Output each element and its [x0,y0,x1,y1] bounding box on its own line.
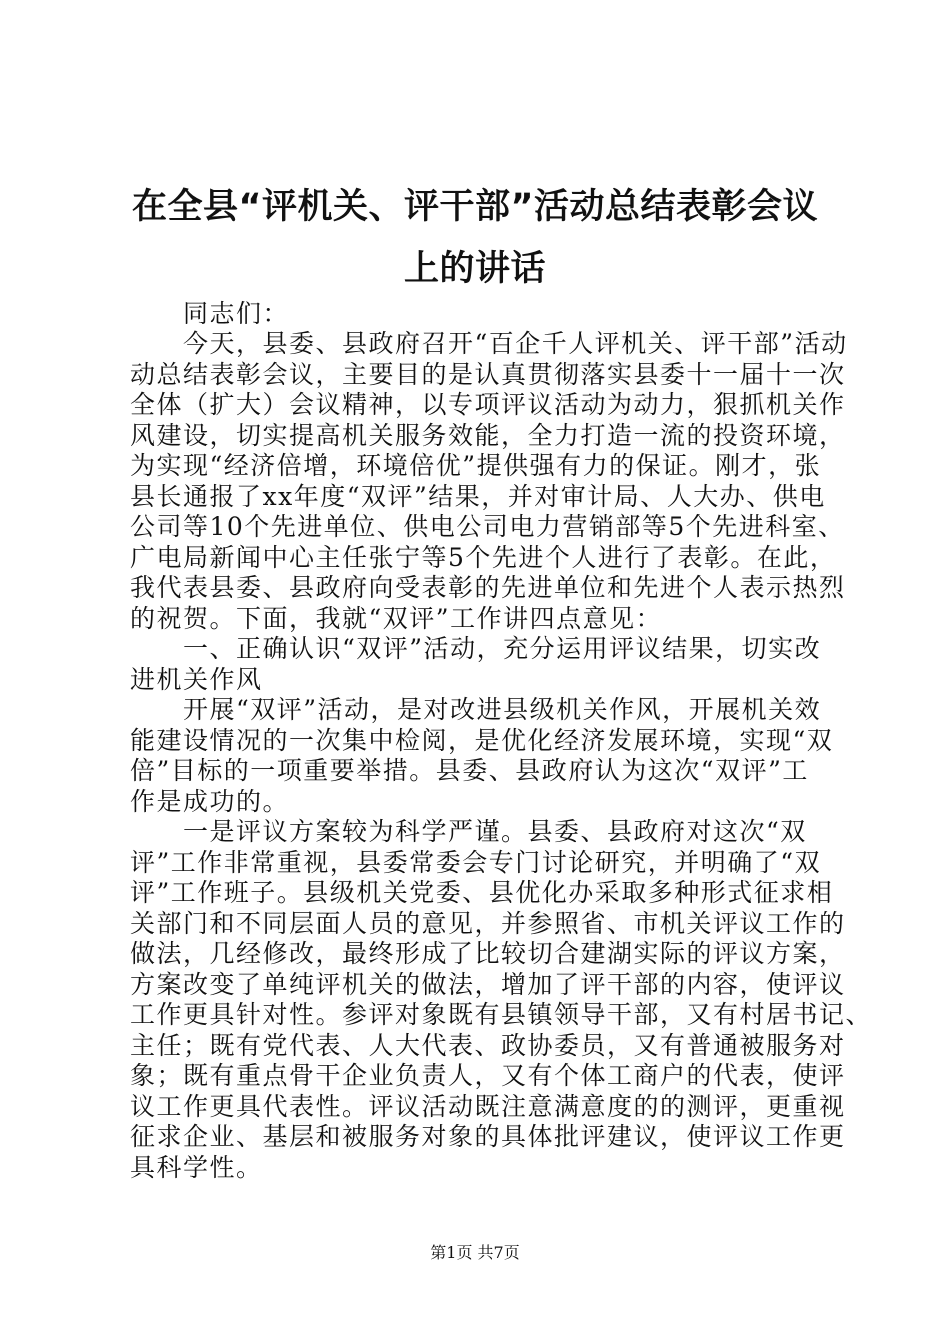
text-line: 具科学性。 [130,1153,263,1182]
text-line: 同志们： [130,299,290,328]
text-line: 动总结表彰会议，主要目的是认真贯彻落实县委十一届十一次 [130,360,846,389]
title-line-1: 在全县“评机关、评干部”活动总结表彰会议 [131,187,818,227]
text-line: 评”工作非常重视，县委常委会专门讨论研究，并明确了“双 [130,848,822,877]
text-line: 一是评议方案较为科学严谨。县委、县政府对这次“双 [130,817,807,846]
text-line: 能建设情况的一次集中检阅，是优化经济发展环境，实现“双 [130,726,834,755]
title-line-2: 上的讲话 [403,249,546,289]
text-line: 倍”目标的一项重要举措。县委、县政府认为这次“双评”工 [130,756,809,785]
text-line: 评”工作班子。县级机关党委、县优化办采取多种形式征求相 [130,878,834,907]
text-line: 全体（扩大）会议精神，以专项评议活动为动力，狠抓机关作 [130,390,846,419]
text-line: 方案改变了单纯评机关的做法，增加了评干部的内容，使评议 [130,970,846,999]
text-line: 工作更具针对性。参评对象既有县镇领导干部，又有村居书记、 [130,1000,873,1029]
text-line: 关部门和不同层面人员的意见，并参照省、市机关评议工作的 [130,909,846,938]
text-line: 广电局新闻中心主任张宁等5个先进个人进行了表彰。在此， [130,543,837,572]
text-line: 主任；既有党代表、人大代表、政协委员，又有普通被服务对 [130,1031,846,1060]
text-line: 为实现“经济倍增，环境倍优”提供强有力的保证。刚才，张 [130,451,822,480]
text-line: 征求企业、基层和被服务对象的具体批评建议，使评议工作更 [130,1122,846,1151]
text-line: 公司等10个先进单位、供电公司电力营销部等5个先进科室、 [130,512,845,541]
text-line: 进机关作风 [130,665,263,694]
text-line: 开展“双评”活动，是对改进县级机关作风，开展机关效 [130,695,822,724]
text-line: 县长通报了xx年度“双评”结果，并对审计局、人大办、供电 [130,482,826,511]
text-line: 风建设，切实提高机关服务效能，全力打造一流的投资环境， [130,421,846,450]
text-line: 今天，县委、县政府召开“百企千人评机关、评干部”活动 [130,329,848,358]
text-line: 议工作更具代表性。评议活动既注意满意度的的测评，更重视 [130,1092,846,1121]
text-line: 象；既有重点骨干企业负责人，又有个体工商户的代表，使评 [130,1061,846,1090]
text-line: 一、正确认识“双评”活动，充分运用评议结果，切实改 [130,634,822,663]
text-line: 做法，几经修改，最终形成了比较切合建湖实际的评议方案， [130,939,846,968]
text-line: 作是成功的。 [130,787,290,816]
text-line: 我代表县委、县政府向受表彰的先进单位和先进个人表示热烈 [130,573,846,602]
text-line: 的祝贺。下面，我就“双评”工作讲四点意见： [130,604,663,633]
page-footer: 第1页 共7页 [430,1243,520,1262]
